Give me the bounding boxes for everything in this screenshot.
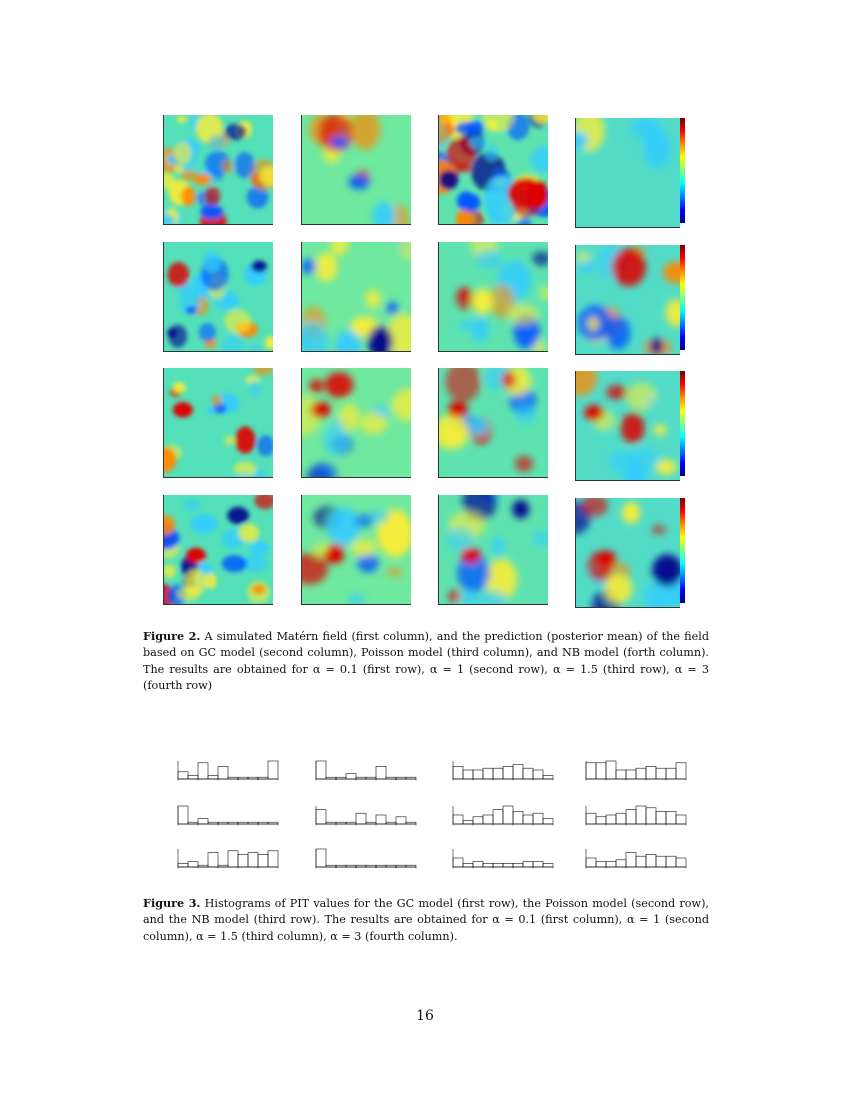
map-axis-left — [163, 495, 164, 605]
histogram-bar — [316, 810, 326, 824]
histogram-bar — [666, 856, 676, 867]
histogram-bar — [258, 822, 268, 824]
histogram-bar — [483, 863, 493, 867]
field-map-r1-c4 — [575, 118, 680, 228]
histogram-bar — [473, 770, 483, 779]
pit-histogram-poisson-c1 — [170, 800, 290, 830]
histogram-bar — [606, 761, 616, 779]
histogram-bar — [208, 775, 218, 779]
histogram-bar — [376, 815, 386, 824]
map-axis-bottom — [575, 354, 680, 355]
map-axis-left — [438, 115, 439, 225]
map-axis-left — [301, 242, 302, 352]
pit-histogram-svg — [578, 843, 698, 873]
histogram-bar — [336, 822, 346, 824]
map-axis-bottom — [163, 477, 273, 478]
field-map-r4-c2 — [301, 495, 411, 605]
map-axis-left — [301, 115, 302, 225]
field-map-r3-c3 — [438, 368, 548, 478]
histogram-bar — [346, 822, 356, 824]
field-map-r3-c2 — [301, 368, 411, 478]
histogram-bar — [513, 811, 523, 824]
histogram-bar — [198, 819, 208, 824]
histogram-bar — [606, 862, 616, 867]
histogram-bar — [228, 822, 238, 824]
field-map-r4-c4 — [575, 498, 680, 608]
page-number: 16 — [416, 1008, 434, 1024]
histogram-bar — [366, 865, 376, 867]
histogram-bar — [543, 819, 553, 824]
field-map-r2-c3 — [438, 242, 548, 352]
histogram-bar — [676, 763, 686, 779]
histogram-bar — [596, 817, 606, 824]
figure-2-caption — [143, 628, 709, 694]
pit-histogram-poisson-c4 — [578, 800, 698, 830]
histogram-bar — [626, 853, 636, 867]
histogram-bar — [626, 770, 636, 779]
map-axis-left — [163, 242, 164, 352]
pit-histogram-svg — [308, 843, 428, 873]
histogram-bar — [336, 777, 346, 779]
field-map-r1-c3 — [438, 115, 548, 225]
map-axis-left — [575, 498, 576, 608]
histogram-bar — [248, 853, 258, 867]
pit-histogram-gc-c1 — [170, 755, 290, 785]
histogram-bar — [493, 768, 503, 779]
pit-histogram-svg — [170, 800, 290, 830]
histogram-bar — [523, 815, 533, 824]
histogram-bar — [396, 817, 406, 824]
map-axis-left — [438, 368, 439, 478]
pit-histogram-svg — [578, 800, 698, 830]
histogram-bar — [646, 854, 656, 867]
histogram-bar — [268, 851, 278, 867]
histogram-bar — [463, 770, 473, 779]
pit-histogram-nb-c3 — [445, 843, 565, 873]
map-axis-bottom — [438, 224, 548, 225]
histogram-bar — [596, 862, 606, 867]
histogram-bar — [636, 806, 646, 824]
pit-histogram-poisson-c2 — [308, 800, 428, 830]
pit-histogram-nb-c4 — [578, 843, 698, 873]
histogram-bar — [616, 860, 626, 867]
field-map-r4-c3 — [438, 495, 548, 605]
colorbar-r4 — [680, 498, 685, 603]
histogram-bar — [636, 856, 646, 867]
histogram-bar — [346, 865, 356, 867]
histogram-bar — [188, 822, 198, 824]
histogram-bar — [386, 865, 396, 867]
map-axis-left — [301, 495, 302, 605]
histogram-bar — [463, 863, 473, 867]
histogram-bar — [666, 811, 676, 824]
histogram-bar — [356, 813, 366, 824]
map-axis-bottom — [301, 604, 411, 605]
histogram-bar — [483, 815, 493, 824]
map-axis-bottom — [438, 604, 548, 605]
histogram-bar — [396, 865, 406, 867]
map-axis-bottom — [438, 477, 548, 478]
figure-2-field-grid — [163, 115, 693, 605]
histogram-bar — [376, 766, 386, 779]
histogram-bar — [493, 810, 503, 824]
histogram-bar — [533, 813, 543, 824]
histogram-bar — [208, 822, 218, 824]
map-axis-bottom — [163, 604, 273, 605]
map-axis-bottom — [438, 351, 548, 352]
histogram-bar — [666, 768, 676, 779]
histogram-bar — [228, 777, 238, 779]
map-axis-left — [438, 242, 439, 352]
map-axis-bottom — [301, 224, 411, 225]
pit-histogram-gc-c3 — [445, 755, 565, 785]
histogram-bar — [606, 815, 616, 824]
map-axis-bottom — [575, 607, 680, 608]
histogram-bar — [396, 777, 406, 779]
field-map-r4-c1 — [163, 495, 273, 605]
histogram-bar — [503, 766, 513, 779]
map-axis-left — [163, 115, 164, 225]
histogram-bar — [646, 766, 656, 779]
histogram-bar — [533, 770, 543, 779]
histogram-bar — [513, 863, 523, 867]
histogram-bar — [406, 822, 416, 824]
map-axis-left — [163, 368, 164, 478]
histogram-bar — [453, 858, 463, 867]
figure-2-label: Figure 2. — [143, 629, 201, 643]
histogram-bar — [646, 808, 656, 824]
figure-2-caption-text: A simulated Matérn field (first column), and the prediction (posterior mean) of the field based on GC model (second column), Poisson model (third column), and NB model (forth column). The results are obtained for α = 0.1 (first row), α = 1 (second row), α = 1.5 (third row), α = 3 (fourth row) — [143, 630, 709, 692]
map-axis-bottom — [575, 480, 680, 481]
histogram-bar — [268, 761, 278, 779]
histogram-bar — [533, 862, 543, 867]
histogram-bar — [346, 774, 356, 779]
field-map-r2-c1 — [163, 242, 273, 352]
histogram-bar — [473, 817, 483, 824]
histogram-bar — [316, 849, 326, 867]
histogram-bar — [626, 810, 636, 824]
field-map-r2-c2 — [301, 242, 411, 352]
map-axis-bottom — [163, 351, 273, 352]
histogram-bar — [586, 813, 596, 824]
histogram-bar — [198, 865, 208, 867]
histogram-bar — [208, 853, 218, 867]
histogram-bar — [316, 761, 326, 779]
field-map-r1-c2 — [301, 115, 411, 225]
pit-histogram-svg — [578, 755, 698, 785]
histogram-bar — [406, 865, 416, 867]
histogram-bar — [188, 775, 198, 779]
histogram-bar — [523, 768, 533, 779]
histogram-bar — [238, 777, 248, 779]
histogram-bar — [386, 822, 396, 824]
pit-histogram-svg — [445, 800, 565, 830]
map-axis-left — [301, 368, 302, 478]
field-map-r1-c1 — [163, 115, 273, 225]
map-axis-left — [438, 495, 439, 605]
figure-3-label: Figure 3. — [143, 896, 201, 910]
histogram-bar — [178, 806, 188, 824]
histogram-bar — [586, 858, 596, 867]
pit-histogram-nb-c2 — [308, 843, 428, 873]
field-map-r3-c4 — [575, 371, 680, 481]
histogram-bar — [543, 775, 553, 779]
pit-histogram-nb-c1 — [170, 843, 290, 873]
histogram-bar — [326, 865, 336, 867]
histogram-bar — [218, 865, 228, 867]
histogram-bar — [188, 862, 198, 867]
histogram-bar — [356, 865, 366, 867]
histogram-bar — [483, 768, 493, 779]
figure-3-caption — [143, 895, 709, 945]
histogram-bar — [406, 777, 416, 779]
histogram-bar — [258, 777, 268, 779]
histogram-bar — [513, 765, 523, 779]
histogram-bar — [473, 862, 483, 867]
histogram-bar — [656, 768, 666, 779]
map-axis-bottom — [301, 351, 411, 352]
map-axis-left — [575, 245, 576, 355]
histogram-bar — [248, 822, 258, 824]
histogram-bar — [676, 858, 686, 867]
histogram-bar — [178, 772, 188, 779]
pit-histogram-poisson-c3 — [445, 800, 565, 830]
histogram-bar — [356, 777, 366, 779]
histogram-bar — [326, 822, 336, 824]
histogram-bar — [326, 777, 336, 779]
histogram-bar — [336, 865, 346, 867]
map-axis-left — [575, 118, 576, 228]
histogram-bar — [523, 862, 533, 867]
histogram-bar — [366, 822, 376, 824]
histogram-bar — [178, 863, 188, 867]
histogram-bar — [676, 815, 686, 824]
histogram-bar — [493, 863, 503, 867]
histogram-bar — [453, 815, 463, 824]
map-axis-bottom — [301, 477, 411, 478]
histogram-bar — [258, 854, 268, 867]
figure-3-caption-text: Histograms of PIT values for the GC model (first row), the Poisson model (second row), and the NB model (third row). The results are obtained for α = 0.1 (first column), α = 1 (second column), α = 1.5 (third column), α = 3 (fourth column). — [143, 897, 709, 943]
pit-histogram-gc-c2 — [308, 755, 428, 785]
map-axis-bottom — [575, 227, 680, 228]
histogram-bar — [596, 763, 606, 779]
histogram-bar — [376, 865, 386, 867]
pit-histogram-svg — [170, 843, 290, 873]
map-axis-left — [575, 371, 576, 481]
pit-histogram-svg — [170, 755, 290, 785]
histogram-bar — [248, 777, 258, 779]
histogram-bar — [616, 770, 626, 779]
histogram-bar — [268, 822, 278, 824]
histogram-bar — [636, 768, 646, 779]
pit-histogram-svg — [308, 800, 428, 830]
histogram-bar — [463, 820, 473, 824]
field-map-r2-c4 — [575, 245, 680, 355]
histogram-bar — [366, 777, 376, 779]
histogram-bar — [616, 813, 626, 824]
pit-histogram-svg — [445, 843, 565, 873]
histogram-bar — [656, 856, 666, 867]
colorbar-r1 — [680, 118, 685, 223]
histogram-bar — [503, 863, 513, 867]
histogram-bar — [386, 777, 396, 779]
colorbar-r3 — [680, 371, 685, 476]
histogram-bar — [218, 822, 228, 824]
field-map-r3-c1 — [163, 368, 273, 478]
histogram-bar — [503, 806, 513, 824]
figure-3-histogram-grid — [160, 755, 690, 870]
map-axis-bottom — [163, 224, 273, 225]
histogram-bar — [586, 763, 596, 779]
histogram-bar — [238, 854, 248, 867]
histogram-bar — [228, 851, 238, 867]
histogram-bar — [543, 863, 553, 867]
colorbar-r2 — [680, 245, 685, 350]
histogram-bar — [218, 766, 228, 779]
histogram-bar — [656, 811, 666, 824]
histogram-bar — [238, 822, 248, 824]
histogram-bar — [198, 763, 208, 779]
pit-histogram-svg — [445, 755, 565, 785]
pit-histogram-gc-c4 — [578, 755, 698, 785]
histogram-bar — [453, 766, 463, 779]
pit-histogram-svg — [308, 755, 428, 785]
